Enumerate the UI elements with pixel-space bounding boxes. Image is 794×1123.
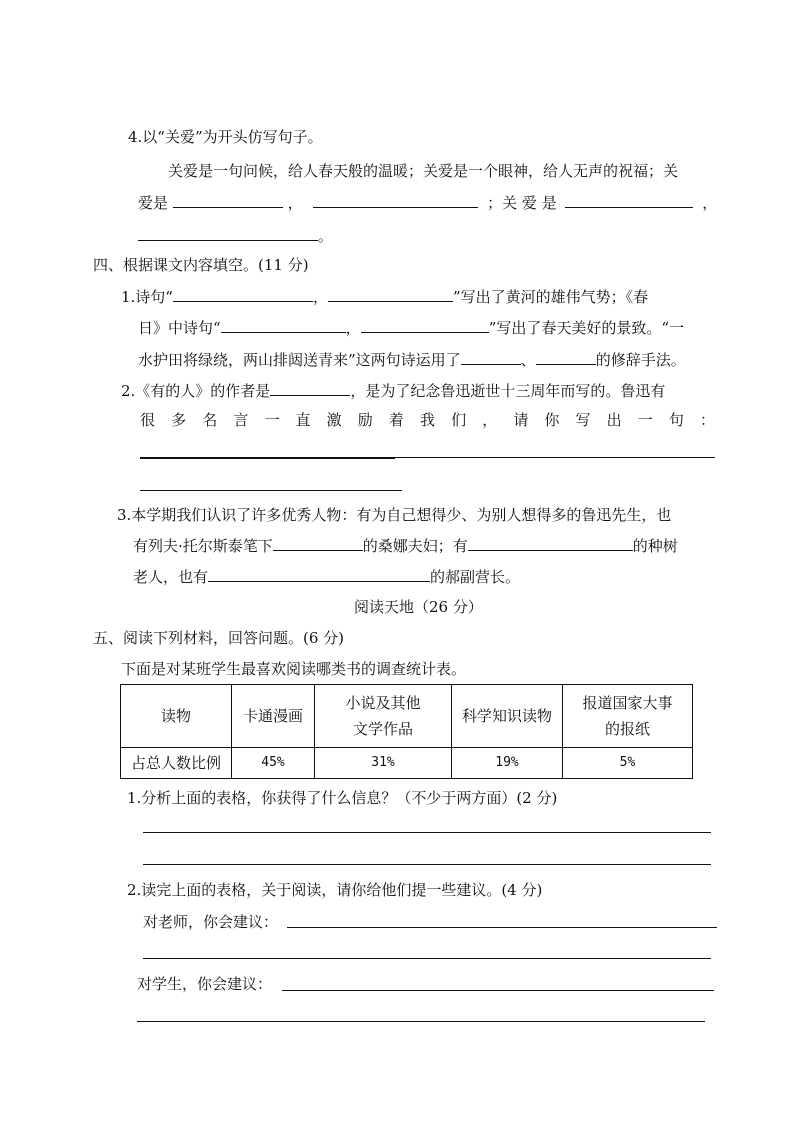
s4-q1-blank-1[interactable] [173,286,313,302]
section5-title: 五、阅读下列材料，回答问题。(6 分) [93,629,345,647]
q4-blank-1[interactable] [173,192,283,208]
s4-q3-text-4: 老人，也有 [133,568,209,586]
s4-q1-comma: ， [312,288,328,306]
table-cell: 45% [232,748,315,779]
table-header-cell [563,685,693,748]
table-header-cell: 卡通漫画 [232,685,315,748]
s4-q1-dunhao: 、 [520,351,536,369]
s4-q2-char: 出 [606,411,622,429]
s4-q1-text-5: 的修辞手法。 [595,351,686,369]
s4-q3-text-2: 的桑娜夫妇；有 [362,537,468,555]
s4-q2-char: 着 [388,411,404,429]
s4-q2-char: 一 [264,411,280,429]
s4-q3-text-5: 的郝副营长。 [430,568,521,586]
q4-period: 。 [318,227,334,245]
s4-q1-prefix: 1.诗句“ [121,288,173,306]
q4-blank-2[interactable] [313,192,478,208]
s4-q2-char: 言 [233,411,249,429]
s4-q2-prompt [140,410,715,430]
s4-q2-char: 我 [419,411,435,429]
header-line: 报道国家大事 [582,694,673,712]
table-row [121,748,693,779]
section4-title: 四、根据课文内容填空。(11 分) [93,256,309,274]
s4-q1-text-4: 水护田将绿绕，两山排闼送青来”这两句诗运用了 [138,351,461,369]
s4-q2-answer-line-2[interactable] [140,490,402,491]
q4-fill-line-2 [138,225,333,246]
s5-q2-student-label: 对学生，你会建议： [137,975,273,993]
section5-intro: 下面是对某班学生最喜欢阅读哪类书的调查统计表。 [121,660,467,678]
s4-q2-text: ，是为了纪念鲁迅逝世十三周年而写的。鲁迅有 [350,382,666,400]
s4-q3-line1: 3.本学期我们认识了许多优秀人物：有为自己想得少、为别人想得多的鲁迅先生，也 [117,506,672,524]
s4-q2-char: 请 [513,411,529,429]
q4-example-sentence: 关爱是一句问候，给人春天般的温暖；关爱是一个眼神，给人无声的祝福；关 [168,162,679,180]
s4-q1-comma-2: ， [345,319,361,337]
s5-q2-teacher-line-1[interactable] [287,927,717,928]
s4-q2-char: 直 [295,411,311,429]
s4-q2-char: 名 [202,411,218,429]
table-header-cell: 读物 [121,685,232,748]
s4-q2-char: ， [482,411,498,429]
s4-q3-line2 [133,535,678,556]
s4-q1-line3 [138,349,686,370]
s4-q3-text-3: 的种树 [632,537,678,555]
s5-q2-teacher-label: 对老师，你会建议： [143,913,279,931]
s5-q1: 1.分析上面的表格，你获得了什么信息？（不少于两方面）(2 分) [127,789,558,807]
s4-q1-blank-3[interactable] [221,317,346,333]
s4-q3-blank-2[interactable] [468,535,633,551]
table-cell: 31% [315,748,452,779]
s4-q2-char: 们 [451,411,467,429]
s4-q2-char: 句 [668,411,684,429]
s5-q2: 2.读完上面的表格，关于阅读，请你给他们提一些建议。(4 分) [127,881,543,899]
s4-q2-char: 励 [357,411,373,429]
s4-q2-char: 很 [140,411,156,429]
q4-fill-line [138,192,717,213]
header-line: 小说及其他 [345,694,421,712]
table-cell: 5% [563,748,693,779]
s4-q1-blank-6[interactable] [536,349,596,365]
s4-q1-text-2: 日》中诗句“ [138,319,221,337]
s4-q2-char: 一 [637,411,653,429]
q4-separator: ；关 爱 是 [487,194,557,212]
s4-q1-text-3: ”写出了春天美好的景致。“一 [488,319,685,337]
s4-q1-line2 [138,317,684,338]
s5-q2-teacher-line-2[interactable] [143,958,711,959]
s4-q2-char: 激 [326,411,342,429]
s4-q3-text: 有列夫·托尔斯泰笔下 [133,537,273,555]
q4-comma-1: ， [287,194,303,212]
table-cell: 19% [452,748,563,779]
table-row-label: 占总人数比例 [121,748,232,779]
s4-q3-blank-3[interactable] [208,566,430,582]
s4-q3-blank-1[interactable] [273,535,363,551]
s4-q1-text: ”写出了黄河的雄伟气势；《春 [453,288,649,306]
header-line: 文学作品 [352,720,413,738]
q4-blank-3[interactable] [565,192,693,208]
s5-q2-student-line-1[interactable] [282,990,714,991]
s4-q2-blank-author[interactable] [270,380,350,396]
s4-q2-answer-line-bold[interactable] [140,457,395,459]
header-line: 的报纸 [604,720,650,738]
s4-q1-blank-5[interactable] [461,349,521,365]
s5-q1-answer-line-2[interactable] [143,864,711,865]
s5-q1-answer-line-1[interactable] [143,832,711,833]
s4-q2-char: 多 [171,411,187,429]
s4-q2-prefix: 2.《有的人》的作者是 [121,382,271,400]
s4-q2-char: ： [699,411,715,429]
q4-comma-2: ， [702,194,718,212]
s4-q3-line3 [133,566,520,587]
q4-title: 4.以“关爱”为开头仿写句子。 [128,128,323,146]
q4-prefix: 爱是 [138,194,169,212]
table-header-row [121,685,693,748]
s4-q1-blank-2[interactable] [328,286,453,302]
s4-q2-char: 你 [544,411,560,429]
s4-q2-line1 [121,380,665,401]
table-header-cell: 科学知识读物 [452,685,563,748]
s4-q1-blank-4[interactable] [361,317,489,333]
reading-section-title: 阅读天地（26 分） [354,598,483,616]
s4-q2-answer-line[interactable] [395,457,715,458]
s4-q2-char: 写 [575,411,591,429]
s5-q2-student-line-2[interactable] [137,1021,705,1022]
q4-blank-4[interactable] [138,225,318,241]
table-header-cell [315,685,452,748]
s4-q1-line1 [121,286,648,307]
survey-table [120,684,693,779]
